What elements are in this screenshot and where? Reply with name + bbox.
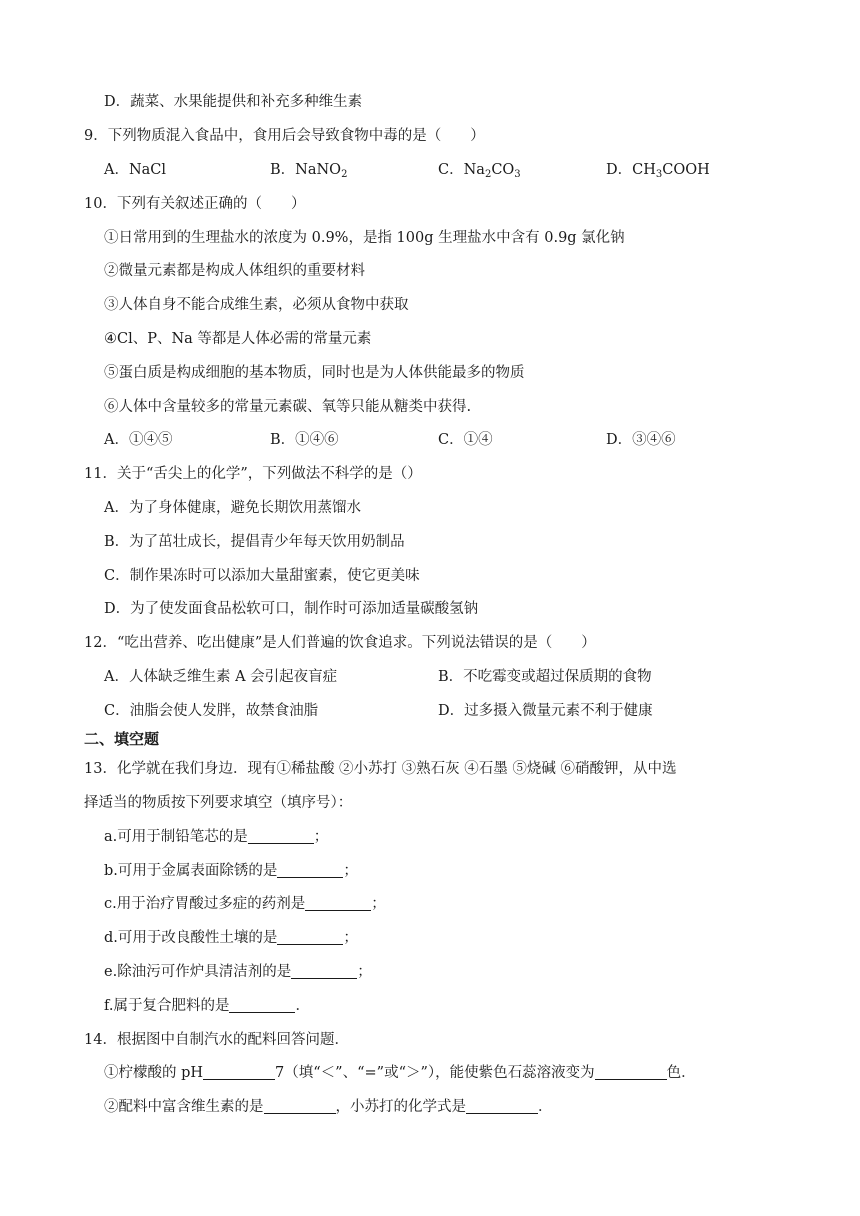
q13-part-a: a.可用于制铅笔芯的是 ； <box>104 829 329 845</box>
q9-option-d: D．$CH_3COOH$ <box>606 162 710 180</box>
q10-option-c: C．①④ <box>438 432 493 448</box>
q10-statement: ③人体自身不能合成维生素，必须从食物中获取 <box>104 297 409 313</box>
answer-blank[interactable] <box>466 1098 538 1114</box>
q10-option-a: A．①④⑤ <box>104 432 173 448</box>
q13-part-c: c.用于治疗胃酸过多症的药剂是 ； <box>104 896 386 912</box>
answer-blank[interactable] <box>291 963 357 979</box>
q10-statement: ⑥人体中含量较多的常量元素碳、氧等只能从糖类中获得. <box>104 399 472 415</box>
q14-part-2: ②配料中富含维生素的是 ，小苏打的化学式是 ． <box>104 1099 553 1115</box>
q9-option-a: A．NaCl <box>104 162 167 178</box>
q10-stem: 10．下列有关叙述正确的（ ） <box>84 196 306 212</box>
q13-part-f: f.属于复合肥料的是 ． <box>104 998 310 1014</box>
answer-blank[interactable] <box>203 1064 275 1080</box>
q12-option-a: A．人体缺乏维生素 A 会引起夜盲症 <box>104 669 338 685</box>
q10-statement: ④Cl、P、Na 等都是人体必需的常量元素 <box>104 331 372 347</box>
answer-blank[interactable] <box>595 1064 667 1080</box>
q12-option-b: B．不吃霉变或超过保质期的食物 <box>438 669 652 685</box>
answer-blank[interactable] <box>305 895 371 911</box>
q13-part-b: b.可用于金属表面除锈的是 ； <box>104 863 358 879</box>
q11-option-d: D．为了使发面食品松软可口，制作时可添加适量碳酸氢钠 <box>104 601 479 617</box>
answer-blank[interactable] <box>277 929 343 945</box>
answer-blank[interactable] <box>229 997 295 1013</box>
answer-blank[interactable] <box>264 1098 336 1114</box>
q13-stem-line1: 13．化学就在我们身边．现有①稀盐酸 ②小苏打 ③熟石灰 ④石墨 ⑤烧碱 ⑥硝酸钾，从中选 <box>84 761 677 777</box>
q9-option-c: C．$Na_2CO_3$ <box>438 162 521 180</box>
q10-statement: ①日常用到的生理盐水的浓度为 0.9%，是指 100g 生理盐水中含有 0.9g 氯化钠 <box>104 230 625 246</box>
q14-stem: 14．根据图中自制汽水的配料回答问题． <box>84 1032 349 1048</box>
q10-statement: ②微量元素都是构成人体组织的重要材料 <box>104 263 365 279</box>
q11-stem: 11．关于“舌尖上的化学”，下列做法不科学的是（） <box>84 466 422 482</box>
q13-part-e: e.除油污可作炉具清洁剂的是 ； <box>104 964 372 980</box>
q11-option-b: B．为了茁壮成长，提倡青少年每天饮用奶制品 <box>104 534 405 550</box>
q10-option-d: D．③④⑥ <box>606 432 676 448</box>
q8-option-d: D．蔬菜、水果能提供和补充多种维生素 <box>104 94 363 110</box>
answer-blank[interactable] <box>277 862 343 878</box>
q13-stem-line2: 择适当的物质按下列要求填空（填序号）： <box>84 795 353 811</box>
q10-option-b: B．①④⑥ <box>270 432 339 448</box>
answer-blank[interactable] <box>248 828 314 844</box>
q12-option-c: C．油脂会使人发胖，故禁食油脂 <box>104 703 319 719</box>
section-heading: 二、填空题 <box>84 730 160 748</box>
q14-part-1: ①柠檬酸的 pH 7（填“＜”、“=”或“＞”），能使紫色石蕊溶液变为 色． <box>104 1065 696 1081</box>
q10-statement: ⑤蛋白质是构成细胞的基本物质，同时也是为人体供能最多的物质 <box>104 365 525 381</box>
q12-stem: 12．“吃出营养、吃出健康”是人们普遍的饮食追求。下列说法错误的是（ ） <box>84 635 596 651</box>
q12-option-d: D．过多摄入微量元素不利于健康 <box>438 703 653 719</box>
q9-stem: 9．下列物质混入食品中，食用后会导致食物中毒的是（ ） <box>84 128 485 144</box>
q13-part-d: d.可用于改良酸性土壤的是 ； <box>104 930 358 946</box>
q9-option-b: B．NaNO$_2$ <box>270 162 348 180</box>
q11-option-a: A．为了身体健康，避免长期饮用蒸馏水 <box>104 500 361 516</box>
q11-option-c: C．制作果冻时可以添加大量甜蜜素，使它更美味 <box>104 568 420 584</box>
